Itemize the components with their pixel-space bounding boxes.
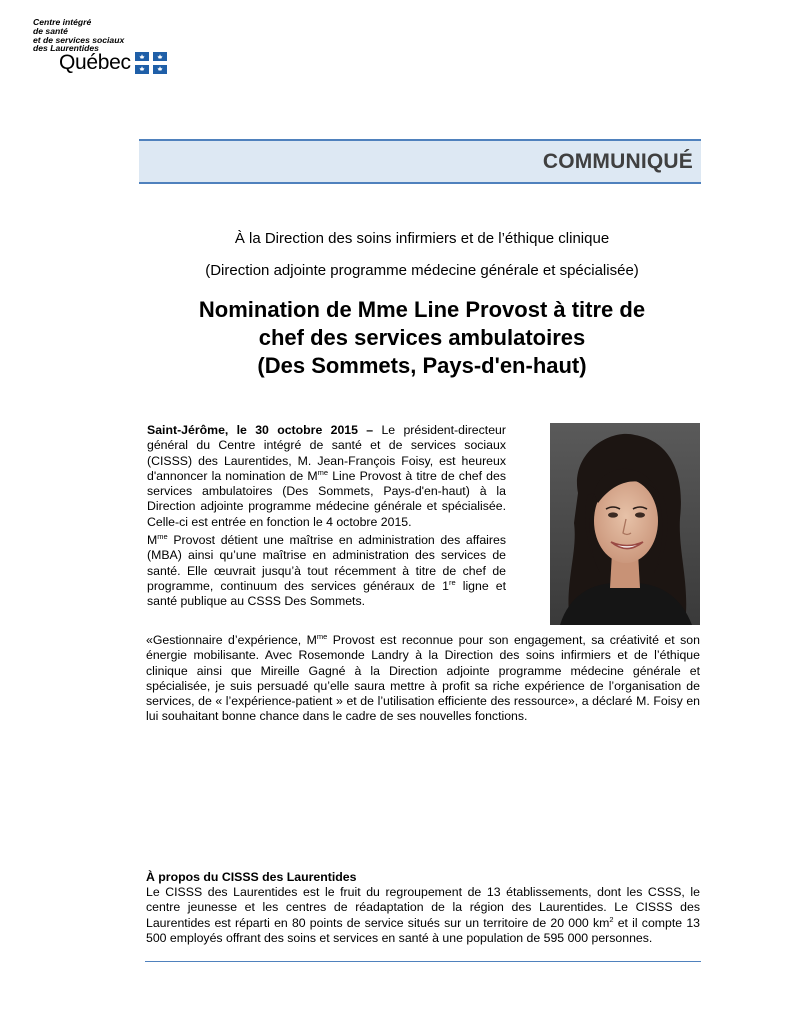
communique-header-band: [139, 139, 701, 184]
superscript: 2: [609, 914, 614, 924]
paragraph-lead: Saint-Jérôme, le 30 octobre 2015 –: [147, 423, 374, 437]
communique-title: COMMUNIQUÉ: [542, 150, 693, 173]
superscript: me: [317, 467, 329, 477]
logo-org-line: et de services sociaux: [33, 34, 125, 45]
about-paragraph: [146, 885, 700, 946]
superscript: me: [316, 631, 328, 641]
paragraph-text: M: [147, 533, 158, 547]
fleurdelise-flag-icon: [135, 52, 167, 74]
document-title: [139, 296, 705, 380]
superscript: me: [157, 531, 168, 541]
logo-wordmark-row: [59, 52, 167, 74]
portrait-photo: [550, 423, 700, 625]
superscript: re: [449, 577, 456, 587]
title-line: (Des Sommets, Pays-d'en-haut): [257, 353, 587, 378]
paragraph-credentials: [147, 533, 506, 609]
logo-org-line: de santé: [33, 25, 68, 36]
title-line: chef des services ambulatoires: [258, 325, 586, 350]
logo-org-name: [33, 18, 193, 53]
paragraph-text: Provost est reconnue pour son engagement, sa créativité et son énergie mobilisante. Avec Rosemonde Landry à la Direction des soins infirmiers et de l’éthique clinique ainsi que Mireille Gagné à la Direction adjointe programme médecine générale et spécialisée, je suis persuadé qu’elle saura mettre à profit sa riche expérience de l’organisation de services, de « l’expérience-patient » et de l’utilisation efficiente des ressource», a déclaré M. Foisy en lui souhaitant bonne chance dans le cadre de ses nouvelles fonctions.: [146, 633, 700, 724]
subtitle-direction: À la Direction des soins infirmiers et de l’éthique clinique: [234, 230, 610, 247]
paragraph-text: et il compte 13 500 employés offrant des soins et services en santé à une population de 595 000 personnes.: [146, 915, 700, 945]
subtitle-adjointe: (Direction adjointe programme médecine générale et spécialisée): [205, 262, 639, 279]
about-heading: À propos du CISSS des Laurentides: [146, 870, 357, 884]
paragraph-text: «Gestionnaire d’expérience, M: [146, 633, 317, 647]
logo-org-line: Centre intégré: [33, 17, 92, 27]
cisss-logo: [33, 18, 193, 78]
paragraph-announcement: [147, 423, 506, 530]
logo-org-line: des Laurentides: [33, 43, 99, 54]
paragraph-quote: [146, 633, 700, 725]
paragraph-text: ligne et santé publique au CSSS Des Sommets.: [147, 578, 506, 609]
paragraph-text: Provost détient une maîtrise en administration des affaires (MBA) ainsi qu’une maîtrise en administration des services de santé. Elle œuvrait jusqu’à tout récemment à titre de chef de programme, continuum des services généraux de 1: [147, 533, 506, 593]
paragraph-text: Le CISSS des Laurentides est le fruit du regroupement de 13 établissements, dont les CSSS, le centre jeunesse et les centres de réadaptation de la région des Laurentides. Le CISSS des Laurentides est réparti en 80 points de service situés sur un territoire de 20 000 km: [146, 885, 700, 930]
title-line: Nomination de Mme Line Provost à titre de: [198, 297, 646, 322]
paragraph-text: Line Provost à titre de chef des services ambulatoires (Des Sommets, Pays-d'en-haut) à la Direction adjointe programme médecine générale et spécialisée. Celle-ci est entrée en fonction le 4 octobre 2015.: [147, 468, 507, 529]
footer-divider: [145, 961, 701, 962]
paragraph-text: Le président-directeur général du Centre intégré de santé et de services sociaux (CISSS) des Laurentides, M. Jean-François Foisy, est heureux d'annoncer la nomination de M: [147, 423, 506, 483]
logo-wordmark: Québec: [59, 51, 131, 74]
